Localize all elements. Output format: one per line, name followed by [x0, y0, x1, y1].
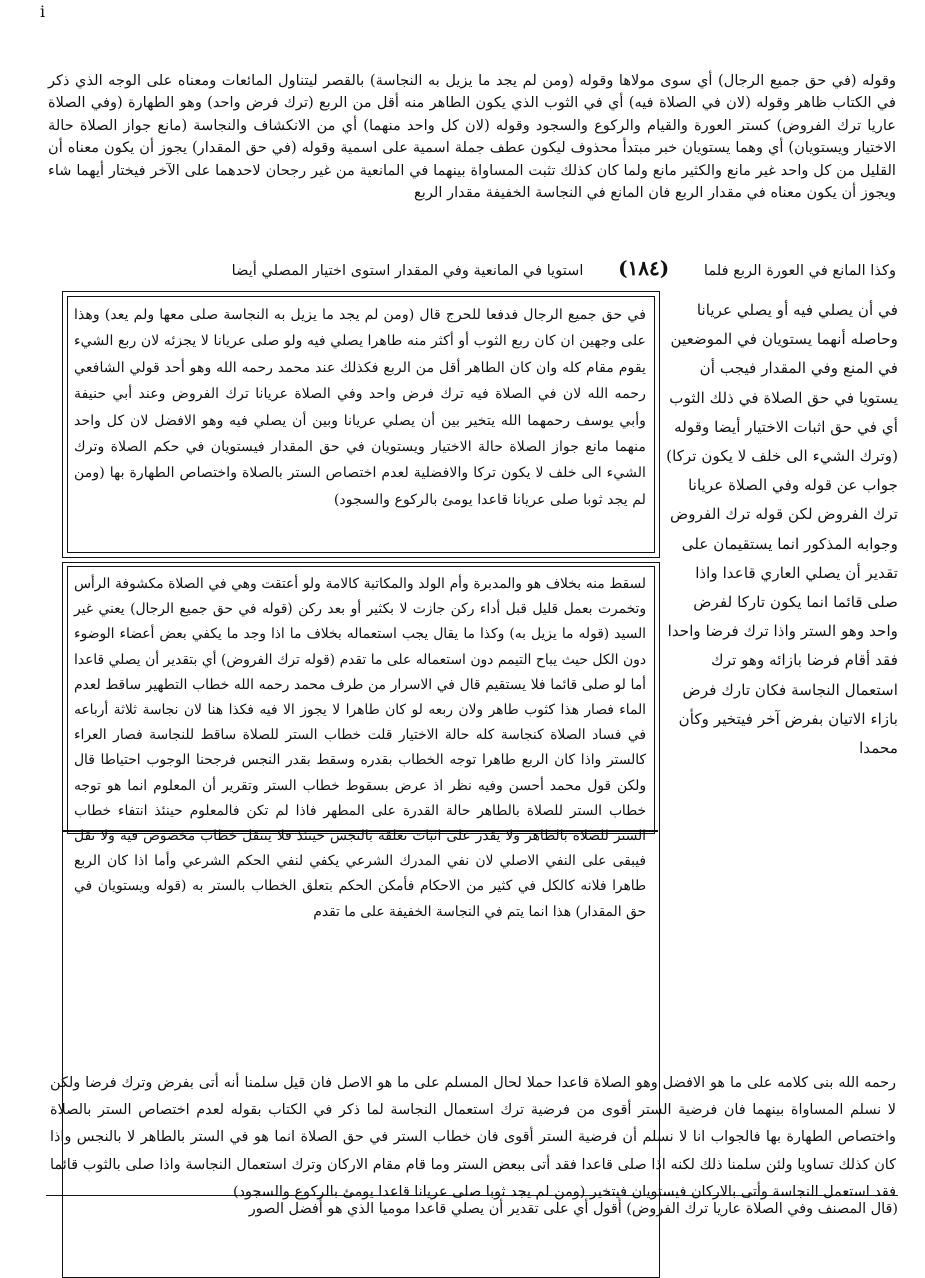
- footer-note: (قال المصنف وفي الصلاة عاريا ترك الفروض) أقول أي على تقدير أن يصلي قاعدا موميا الذي هو أفضل الصور: [46, 1195, 898, 1222]
- top-commentary-paragraph: وقوله (في حق جميع الرجال) أي سوى مولاها وقوله (ومن لم يجد ما يزيل به النجاسة) بالقصر ليتناول المائعات ومعناه على الوجه الذي ذكر في الكتاب ظاهر وقوله (لان في الصلاة فيه) أي في الثوب الذي يكون الطاهر منه أقل من الربع (ترك فرض واحد) وهو الطهارة (وفي الصلاة عاريا ترك الفروض) كستر العورة والقيام والركوع والسجود وقوله (لان كل واحد منهما) أي من الانكشاف والنجاسة (مانع جواز الصلاة حالة الاختيار ويستويان) أي وهما يستويان خبر مبتدأ محذوف ليكون عطف جملة اسمية على اسمية وقوله (في حق المقدار) يجوز أن يكون معناه أن القليل من كل واحد غير مانع والكثير مانع ولما كان كذلك تثبت المساواة بينهما في المانعية من غير رجحان لاحدهما على الآخر فيختار أيهما شاء ويجوز أن يكون معناه في مقدار الربع فان المانع في النجاسة الخفيفة مقدار الربع: [48, 72, 896, 202]
- bottom-commentary-paragraph: رحمه الله بنى كلامه على ما هو الافضل وهو الصلاة قاعدا حملا لحال المسلم على ما هو الاصل فان قيل سلمنا أنه أتى بفرض وترك فرضا ولكن لا نسلم المساواة بينهما فان فرضية الستر أقوى من فرضية ترك استعمال النجاسة لما ذكر في الكتاب بقوله لعدم اختصاص الستر بالصلاة واختصاص الطهارة بها فالجواب انا لا نسلم أن فرضية الستر أقوى فان خطاب الستر في حق الصلاة انما هو في الستر بالطاهر لا بالنجس واذا كان كذلك تساويا ولئن سلمنا ذلك لكنه اذا صلى قاعدا فقد أتى ببعض الستر وما قام مقام الاركان وترك استعمال النجاسة واذا صلى بالثوب قائما فقد استعمل النجاسة وأتى بالاركان فيستويان فيتخير (ومن لم يجد ثوبا صلى عريانا قاعدا يومئ بالركوع والسجود): [50, 1075, 896, 1200]
- page-number: (١٨٤): [618, 256, 670, 280]
- main-text-paragraph: في حق جميع الرجال فدفعا للحرج قال (ومن لم يجد ما يزيل به النجاسة صلى معها ولم يعد) وهذا على وجهين ان كان ربع الثوب أو أكثر منه طاهرا يصلي فيه ولو صلى عريانا لا يجزئه لان ربع الشيء يقوم مقام كله وان كان الطاهر أقل من الربع فكذلك عند محمد رحمه الله وهو أحد قولي الشافعي رحمه الله لان في الصلاة فيه ترك فرض واحد وفي الصلاة عريانا ترك الفروض وعند أبي حنيفة وأبي يوسف رحمهما الله يتخير بين أن يصلي عريانا وبين أن يصلي فيه وهو الافضل لان كل واحد منهما مانع جواز الصلاة حالة الاختيار ويستويان في حق المقدار فيستويان في حكم الصلاة وترك الشيء الى خلف لا يكون تركا والافضلية لعدم اختصاص الستر بالصلاة واختصاص الطهارة بها (ومن لم يجد ثوبا صلى عريانا قاعدا يومئ بالركوع والسجود): [74, 307, 646, 508]
- corner-mark: i: [40, 2, 46, 21]
- frame-divider: [62, 830, 658, 832]
- side-commentary-column: في أن يصلي فيه أو يصلي عريانا وحاصله أنهما يستويان في الموضعين في المنع وفي المقدار فيجب أن يستويا في حق الصلاة في ذلك الثوب أي في حق اثبات الاختيار أيضا وقوله (وترك الشيء الى خلف لا يكون تركا) جواب عن قوله وفي الصلاة عريانا ترك الفروض لكن قوله ترك الفروض وجوابه المذكور انما يستقيمان على تقدير أن يصلي العاري قاعدا واذا صلى قائما انما يكون تاركا لفرض واحد وهو الستر واذا ترك فرضا واحدا فقد أقام فرضا بازائه وهو ترك استعمال النجاسة فكان تارك فرض بازاء الاتيان بفرض آخر فيتخير وكأن محمدا: [666, 301, 898, 758]
- lower-commentary-paragraph: لسقط منه بخلاف هو والمدبرة وأم الولد والمكاتبة كالامة ولو أعتقت وهي في الصلاة مكشوفة الرأس وتخمرت بعمل قليل قبل أداء ركن جازت لا بكثير أو بعد ركن (قوله في حق جميع الرجال) يعني غير السيد (قوله ما يزيل به) وكذا ما يقال يجب استعماله بخلاف ما اذا وجد ما يكفي بعض أعضاء الوضوء دون الكل حيث يباح التيمم دون استعماله على ما تقدم (قوله ترك الفروض) أي بتقدير أن يصلي قاعدا أما لو صلى قائما فلا يستقيم قال في الاسرار من طرف محمد رحمه الله خطاب التطهير ساقط لعدم الماء فصار هذا كثوب طاهر ولان ربعه لو كان طاهرا لا يجوز الا فيه فكذا هنا لان نجاسة ثلاثة أرباعه في فساد الصلاة كنجاسة كله حالة الاختيار قلت خطاب الستر للصلاة ساقط للنجاسة فصار العراء كالستر واذا كان الربع طاهرا توجه الخطاب بقدره وسقط بقدر النجس فرجحنا الوجوب احتياطا قال ولكن قول محمد أحسن وفيه نظر اذ عرض بسقوط خطاب الستر وتقرير أن المعلوم انما هو توجه خطاب الستر للصلاة بالطاهر حالة القدرة على المطهر فاذا لم تكن فالمعلوم حينئذ انتفاء خطاب الستر للصلاة بالطاهر ولا يقدر على اثبات تعلقه بالنجس حينئذ فلا ينتقل خطاب مخصوص فيه ولا نقل فيبقى على النفي الاصلي لان نفي المدرك الشرعي يكفي لنفي الحكم الشرعي وأما اذا كان الربع طاهرا فلانه كالكل في كثير من الاحكام فأمكن الحكم بتعلق الخطاب بالستر به (قوله ويستويان في حق المقدار) هذا انما يتم في النجاسة الخفيفة على ما تقدم: [74, 576, 646, 920]
- header-left-text: استويا في المانعية وفي المقدار استوى اختيار المصلي أيضا: [231, 262, 584, 279]
- header-right-text: وكذا المانع في العورة الربع فلما: [703, 262, 896, 279]
- page-header-line: [48, 255, 896, 281]
